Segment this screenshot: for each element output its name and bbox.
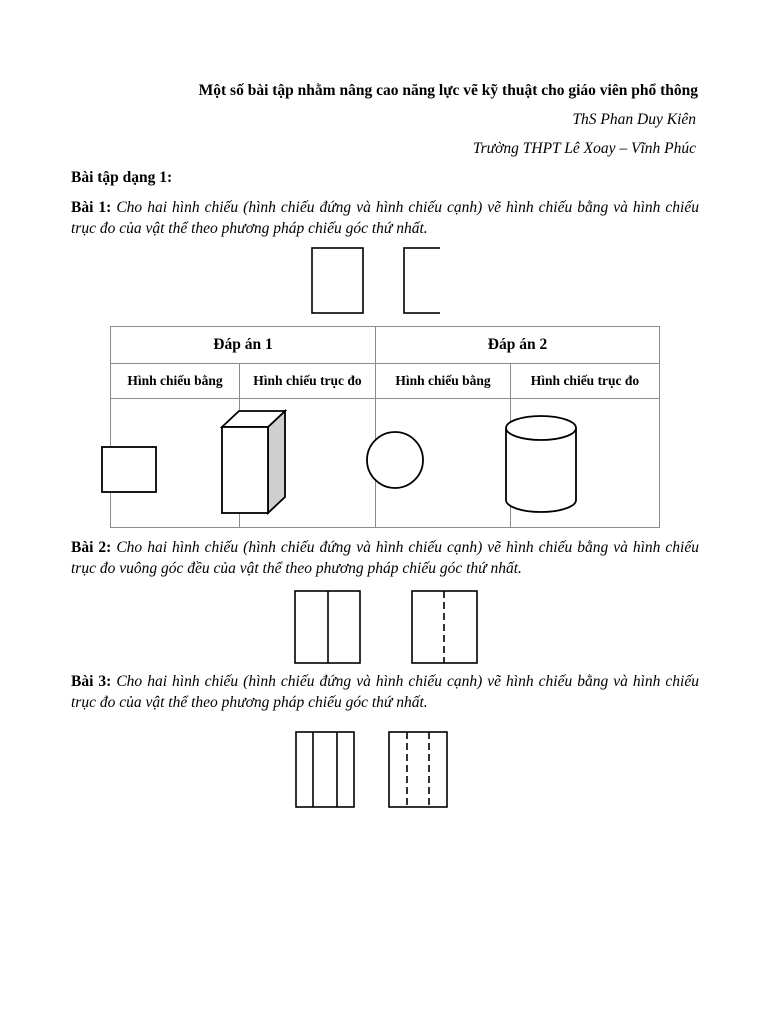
exercise-2 — [71, 537, 699, 579]
ex3-side-view — [389, 732, 447, 807]
document-title: Một số bài tập nhằm nâng cao năng lực vẽ kỹ thuật cho giáo viên phổ thông — [198, 82, 698, 99]
answer-1-top-view-cell — [111, 399, 240, 528]
answer-1-title: Đáp án 1 — [111, 327, 376, 364]
exercise-1 — [71, 197, 699, 239]
ex1-side-view — [404, 248, 440, 313]
answer-2-axonometric-cell — [511, 399, 660, 528]
section-heading: Bài tập dạng 1: — [71, 169, 173, 186]
exercise-2-text: Cho hai hình chiếu (hình chiếu đứng và hình chiếu cạnh) vẽ hình chiếu bằng và hình chiếu trục đo vuông góc đều của vật thể theo phương pháp chiếu góc thứ nhất. — [71, 539, 699, 577]
exercise-2-views — [290, 586, 490, 670]
exercise-1-text: Cho hai hình chiếu (hình chiếu đứng và hình chiếu cạnh) vẽ hình chiếu bằng và hình chiếu trục đo của vật thể theo phương pháp chiếu góc thứ nhất. — [71, 199, 699, 237]
ex3-front-view — [296, 732, 354, 807]
exercise-3-label: Bài 3: — [71, 673, 112, 690]
ex2-side-view — [412, 591, 477, 663]
exercise-3-text: Cho hai hình chiếu (hình chiếu đứng và hình chiếu cạnh) vẽ hình chiếu bằng và hình chiếu trục đo của vật thể theo phương pháp chiếu góc thứ nhất. — [71, 673, 699, 711]
answer-2-top-view-cell — [376, 399, 511, 528]
exercise-3 — [71, 671, 699, 713]
exercise-2-label: Bài 2: — [71, 539, 112, 556]
answer-1-col-axonometric: Hình chiếu trục đo — [240, 364, 376, 399]
ex1-front-view — [312, 248, 363, 313]
ex2-front-view — [295, 591, 360, 663]
answer-table — [110, 326, 660, 528]
exercise-3-views — [290, 727, 460, 813]
answer-2-title: Đáp án 2 — [376, 327, 660, 364]
exercise-1-views — [300, 240, 440, 320]
exercise-1-label: Bài 1: — [71, 199, 112, 216]
answer-1-axonometric-cell — [240, 399, 376, 528]
answer-2-col-top-view: Hình chiếu bằng — [376, 364, 511, 399]
author-name: ThS Phan Duy Kiên — [572, 111, 696, 128]
school-name: Trường THPT Lê Xoay – Vĩnh Phúc — [472, 140, 696, 157]
answer-2-col-axonometric: Hình chiếu trục đo — [511, 364, 660, 399]
answer-1-col-top-view: Hình chiếu bằng — [111, 364, 240, 399]
